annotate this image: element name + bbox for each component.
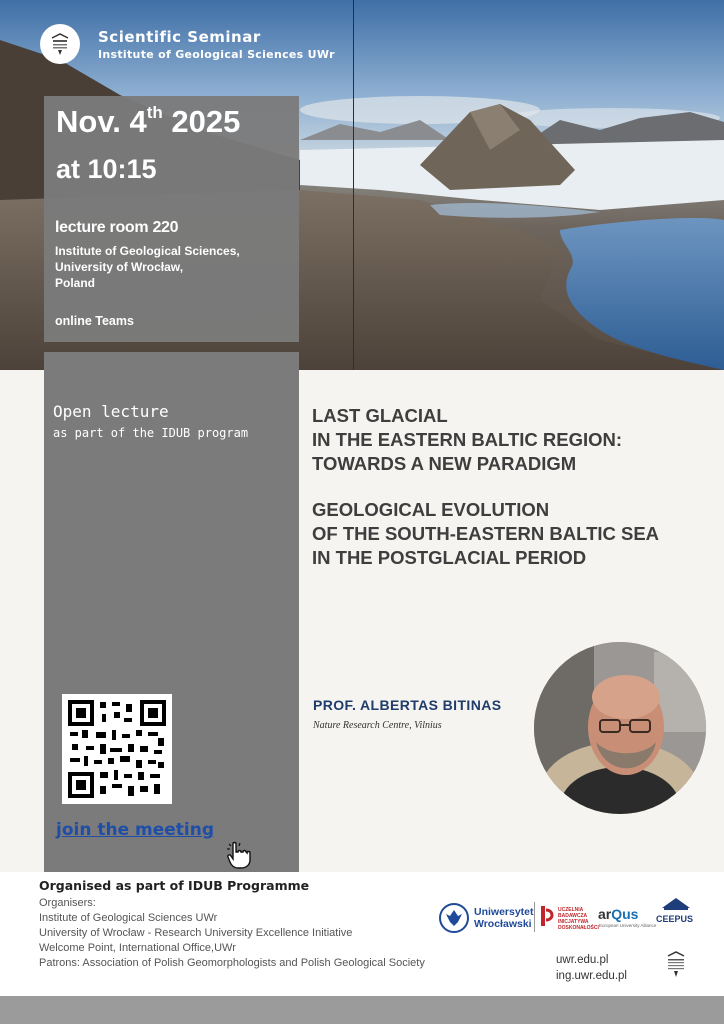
institute-crest-icon [45, 29, 75, 59]
logo-separator [534, 902, 535, 932]
online-platform: online Teams [55, 314, 134, 328]
event-address [55, 243, 240, 291]
lecture-type: Open lecture [53, 402, 169, 421]
lecture-program: as part of the IDUB program [53, 426, 249, 440]
date-suffix: th [146, 103, 163, 122]
title-line: TOWARDS A NEW PARADIGM [312, 453, 577, 474]
ceepus-logo-text: CEEPUS [656, 914, 694, 924]
meeting-qr-code[interactable] [62, 694, 172, 804]
arqus-subtitle: European University Alliance [599, 923, 657, 928]
institute-logo [40, 24, 80, 64]
seminar-title: Scientific Seminar [98, 28, 261, 46]
date-main: Nov. 4 [56, 104, 147, 139]
seminar-subtitle: Institute of Geological Sciences UWr [98, 48, 335, 61]
speaker-name: PROF. ALBERTAS BITINAS [313, 697, 502, 713]
speaker-affiliation: Nature Research Centre, Vilnius [313, 720, 442, 731]
qr-code-icon [68, 700, 166, 798]
organised-title: Organised as part of IDUB Programme [39, 878, 310, 893]
join-meeting-link[interactable]: join the meeting [56, 820, 215, 840]
address-line: Institute of Geological Sciences, [55, 244, 240, 258]
title-line: IN THE EASTERN BALTIC REGION: [312, 429, 623, 450]
title-line: IN THE POSTGLACIAL PERIOD [312, 547, 587, 568]
title-line: GEOLOGICAL EVOLUTION [312, 499, 550, 520]
idub-logo-text: UCZELNIA BADAWCZA INICJATYWA DOSKONAŁOŚCI [558, 907, 599, 931]
title-line: LAST GLACIAL [312, 405, 448, 426]
organisers-list [39, 896, 425, 971]
organiser-line: University of Wrocław - Research University Excellence Initiative [39, 927, 353, 939]
arqus-logo-a: ar [598, 906, 612, 922]
organiser-line: Institute of Geological Sciences UWr [39, 912, 218, 924]
event-date [56, 103, 241, 139]
lecture-titles [312, 404, 712, 570]
event-time: at 10:15 [56, 154, 157, 184]
organiser-line: Patrons: Association of Polish Geomorphologists and Polish Geological Society [39, 957, 425, 969]
idub-logo-icon [540, 904, 556, 928]
ceepus-logo-icon [656, 896, 696, 916]
organiser-line: Welcome Point, International Office,UWr [39, 942, 236, 954]
bottom-bar [0, 996, 724, 1024]
address-line: Poland [55, 276, 96, 290]
date-year: 2025 [171, 104, 241, 139]
ing-website-link[interactable]: ing.uwr.edu.pl [556, 970, 627, 982]
event-room: lecture room 220 [55, 219, 179, 236]
uwr-logo-text: Uniwersytet Wrocławski [474, 906, 534, 930]
uwr-eagle-logo-icon [438, 902, 470, 934]
pointing-hand-icon [225, 840, 255, 870]
institute-small-logo-icon [662, 950, 690, 980]
organiser-line: Organisers: [39, 897, 96, 909]
speaker-portrait-illustration [534, 642, 706, 814]
hero-divider-line [353, 0, 354, 370]
speaker-portrait [534, 642, 706, 814]
address-line: University of Wrocław, [55, 260, 184, 274]
arqus-logo-b: Qus [611, 906, 639, 922]
uwr-website-link[interactable]: uwr.edu.pl [556, 954, 609, 966]
title-line: OF THE SOUTH-EASTERN BALTIC SEA [312, 523, 660, 544]
arqus-logo [598, 906, 638, 922]
